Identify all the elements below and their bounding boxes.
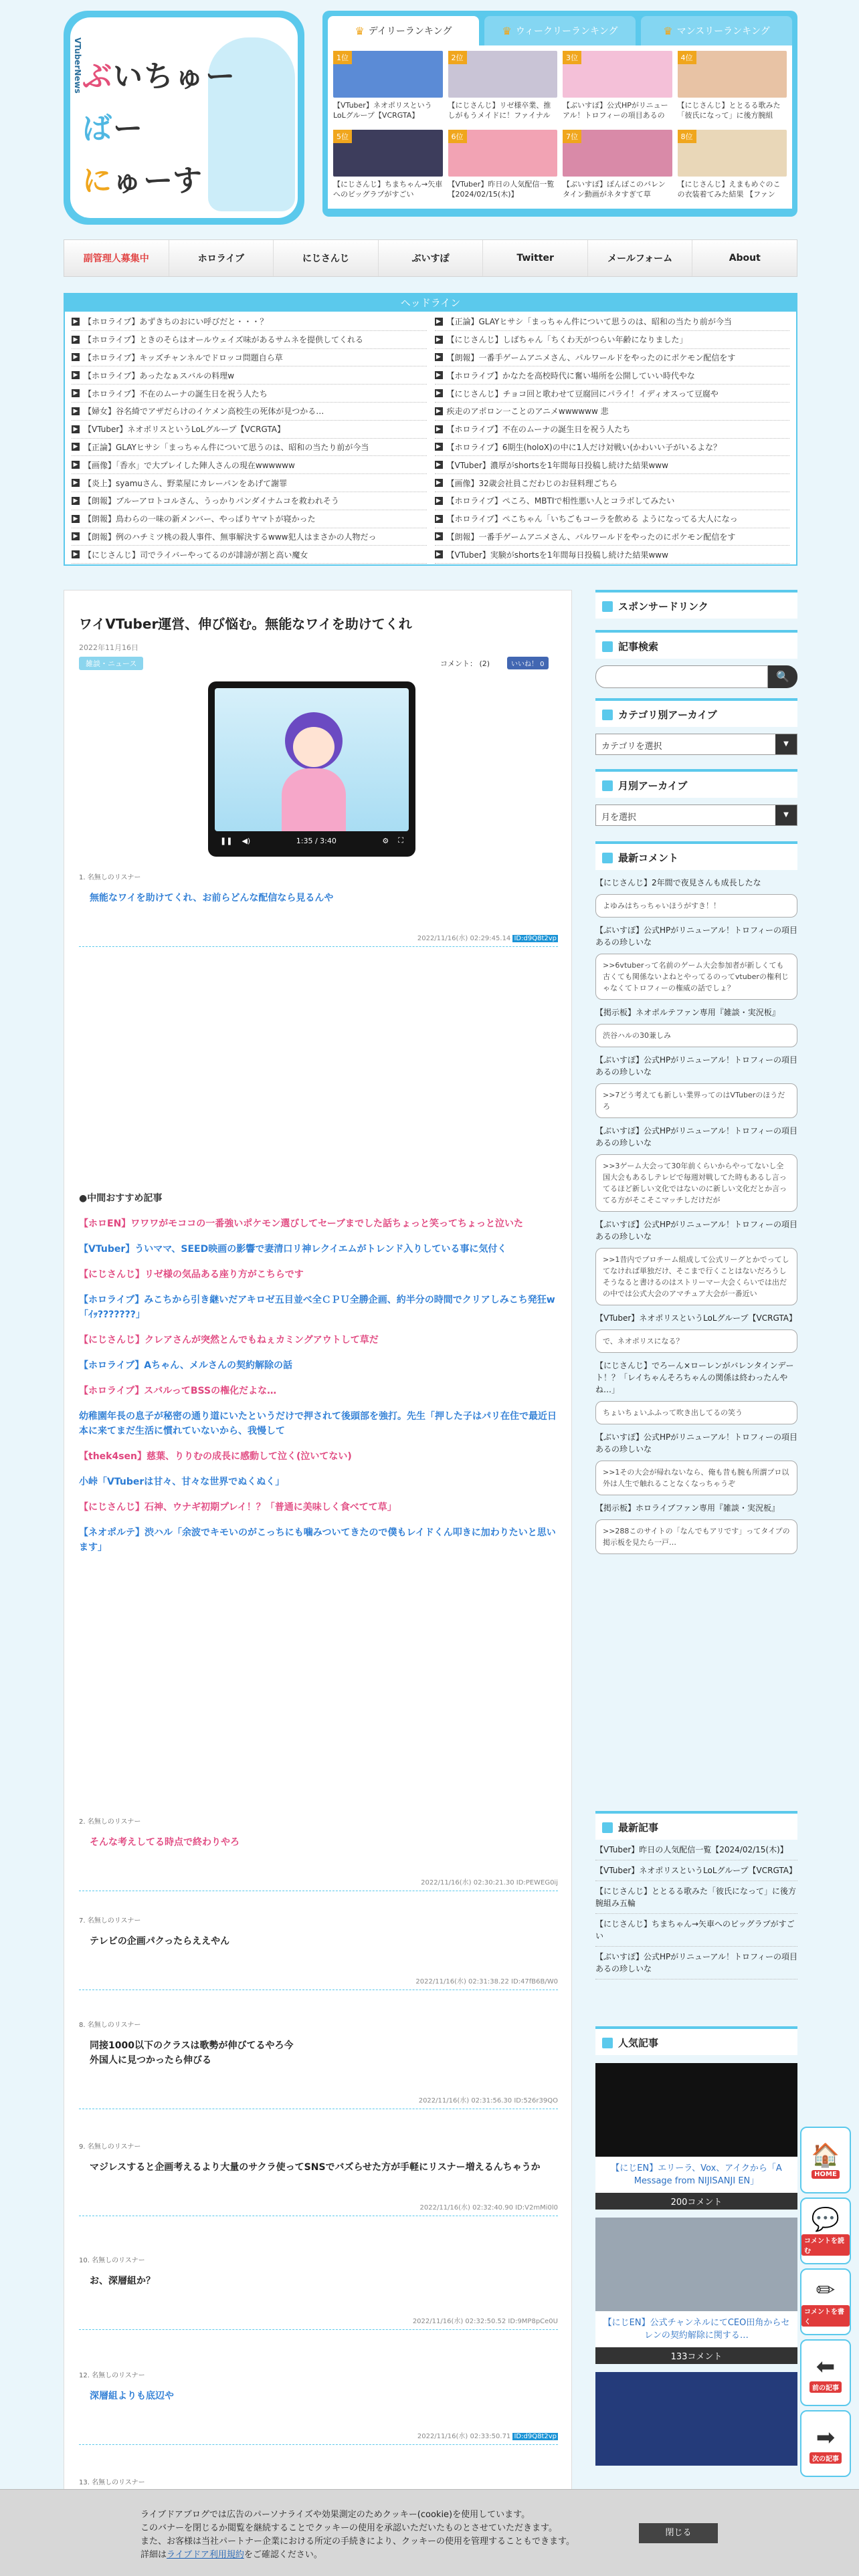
arrow-right-icon: ▶ xyxy=(72,407,80,415)
recent-comment-bubble[interactable]: >>6vtuberって名前のゲーム大会参加者が新しくても古くても関係ないよねとやってるのってvtuberの権利じゃなくてトロフィーの権威の話でしょ？ xyxy=(595,954,797,1000)
floating-label: コメントを書く xyxy=(801,2305,850,2327)
rank-number: 6位 xyxy=(448,130,467,143)
ranking-caption[interactable]: 【にじさんじ】ちまちゃん→矢車へのビッグラブがすごい xyxy=(333,180,443,199)
arrow-right-icon: ▶ xyxy=(72,425,80,433)
chevron-down-icon: ▼ xyxy=(775,805,797,825)
response-timestamp: 2022/11/16(水) 02:31:56.30 ID:526r39QO xyxy=(418,2097,558,2105)
recommend-link[interactable]: 【ホロEN】ワワワがモココの一番強いポケモン選びしてセーブまでした話ちょっと笑ってちょっと泣いた xyxy=(79,1218,524,1229)
recent-comment-bubble[interactable]: ちょいちょいふふって吹き出してるの笑う xyxy=(595,1401,797,1424)
response-id-highlight[interactable]: ID:d9Q8t2vp xyxy=(514,935,557,942)
arrow-right-icon: ▶ xyxy=(72,497,80,505)
ranking-grid xyxy=(328,45,792,209)
ranking-item[interactable] xyxy=(448,51,558,124)
rank-number: 4位 xyxy=(678,51,696,64)
headline-text: 【ホロライブ】キッズチャンネルでドロッコ問題自ら草 xyxy=(84,352,283,362)
response-item xyxy=(79,1915,558,1990)
response-header: 1. 名無しのリスナー xyxy=(79,874,141,881)
tab-weekly-ranking[interactable]: ♛ ウィークリーランキング xyxy=(484,16,636,45)
response-body: 無能なワイを助けてくれ、お前らどんな配信なら見るんや xyxy=(90,893,334,903)
mid-recommend xyxy=(79,1191,558,1566)
search-icon[interactable]: 🔍 xyxy=(768,665,797,688)
recommend-link[interactable]: 【ホロライブ】みこちから引き継いだアキロゼ五目並べ全ＣＰＵ全勝企画、約半分の時間でクリアしみこち発狂w「ｲｯ???????」 xyxy=(79,1295,555,1320)
arrow-right-icon: ▶ xyxy=(435,550,443,558)
pencil-icon: ✏ xyxy=(816,2277,836,2304)
recent-comment xyxy=(595,1502,797,1554)
nav-vspo[interactable]: ぶいすぽ xyxy=(379,240,484,276)
popular-section: 人気記事 【にじEN】エリーラ、Vox、アイクから「A Message from NIJISANJI EN」 200コメント 【にじEN】公式チャンネルにてCEO田角からセレンの契約解除に関する… 133コメント xyxy=(595,2026,797,2466)
popular-article[interactable] xyxy=(595,2063,797,2210)
headline-item[interactable] xyxy=(435,313,790,331)
recent-comment xyxy=(595,1054,797,1118)
video-screen[interactable] xyxy=(215,688,409,831)
ranking-caption[interactable]: 【ぶいすぽ】公式HPがリニューアル！トロフィーの項目あるの xyxy=(563,101,668,120)
logo-line-1: ぶいちゅー xyxy=(82,60,236,94)
popular-thumbnail[interactable] xyxy=(595,2218,797,2311)
headline-item[interactable] xyxy=(72,349,427,367)
recommend-link[interactable]: 【ホロライブ】スバルってBSSの権化だよな… xyxy=(79,1386,277,1396)
response-header: 10. 名無しのリスナー xyxy=(79,2257,145,2264)
headline-item[interactable] xyxy=(435,421,790,439)
headline-item[interactable] xyxy=(435,403,790,421)
arrow-right-icon: ▶ xyxy=(72,532,80,540)
arrow-right-icon: ➡ xyxy=(816,2424,836,2451)
response-header: 7. 名無しのリスナー xyxy=(79,1917,141,1925)
recent-comment-bubble[interactable]: よゆみはちっちゃいほうがすき！！ xyxy=(595,894,797,918)
headline-item[interactable] xyxy=(72,474,427,492)
recommend-link[interactable]: 【ホロライブ】Aちゃん、メルさんの契約解除の話 xyxy=(79,1360,292,1371)
response-id-highlight[interactable]: ID:d9Q8t2vp xyxy=(514,2433,557,2440)
comment-icon xyxy=(602,853,613,863)
prev-article-button[interactable] xyxy=(800,2339,851,2406)
headline-text: 【朗報】例のハチミツ桃の殺人事件、無事解決するwww犯人はまさかの人物だっ xyxy=(84,532,377,542)
popular-thumbnail[interactable] xyxy=(595,2372,797,2466)
arrow-right-icon: ▶ xyxy=(72,443,80,451)
headline-item[interactable] xyxy=(435,331,790,349)
recent-comment xyxy=(595,1312,797,1353)
recent-comment xyxy=(595,924,797,1000)
crown-icon: ♛ xyxy=(502,24,512,37)
recommend-link[interactable]: 【VTuber】ういママ、SEED映画の影響で妻清口リ神レクイエムがトレンド入りしている事に気付く xyxy=(79,1244,507,1255)
arrow-right-icon: ▶ xyxy=(435,461,443,469)
video-player[interactable] xyxy=(208,681,415,857)
response-footer xyxy=(79,2202,558,2216)
headline-item[interactable] xyxy=(435,456,790,474)
headline-text: 【朗報】ブルーアロトコルさん、うっかりパンダイナムコを救われそう xyxy=(84,496,339,506)
headline-text: 【朗報】鳥わらの一味の新メンバー、やっぱりヤマトが寝かった xyxy=(84,514,316,524)
arrow-right-icon: ▶ xyxy=(72,479,80,487)
tab-monthly-ranking[interactable]: ♛ マンスリーランキング xyxy=(641,16,792,45)
recommend-link[interactable]: 小峠「VTuberは甘々、甘々な世界でぬくぬく」 xyxy=(79,1477,285,1487)
recent-comment xyxy=(595,1006,797,1047)
ranking-item[interactable] xyxy=(333,130,443,203)
recent-comment xyxy=(595,1431,797,1495)
recent-comment-title[interactable]: 【にじさんじ】2年間で夜見さんも成長したな xyxy=(595,878,761,887)
chat-bubble-icon: 💬 xyxy=(811,2206,840,2233)
category-tag[interactable]: 雑談・ニュース xyxy=(79,657,143,670)
rank-number: 5位 xyxy=(333,130,352,143)
recent-comment-title[interactable]: 【掲示板】ホロライブファン専用『雑談・実況板』 xyxy=(595,1503,780,1513)
latest-article-link[interactable]: 【にじさんじ】ととるる歌みた「彼氏になって」に後方腕組み五輪 xyxy=(595,1881,797,1914)
latest-section: 最新記事 【VTuber】昨日の人気配信一覧【2024/02/15(木)】 【VTuber】ネオポリスというLoLグループ【VCRGTA】 【にじさんじ】ととるる歌みた「彼氏になって」に後方腕組み五輪 【にじさんじ】ちまちゃん→矢車へのビッグラブがすごい 【ぶいすぽ】公式HPがリニューアル！トロフィーの項目あるの珍しいな xyxy=(595,1811,797,1979)
arrow-right-icon: ▶ xyxy=(435,336,443,344)
arrow-right-icon: ▶ xyxy=(435,479,443,487)
response-body: マジレスすると企画考えるより大量のサクラ使ってSNSでバズらせた方が手軽にリスナー増えるんちゃうか xyxy=(90,2162,541,2173)
floating-label: HOME xyxy=(812,2170,840,2179)
rank-number: 1位 xyxy=(333,51,352,64)
headline-text: 【正論】GLAYヒサシ「まっちゃん件について思うのは、昭和の当たり前が今当 xyxy=(446,317,732,327)
recent-comment-bubble[interactable]: >>1その大会が帰れないなら、俺も昔も腕も所謂プロ以外は人生で触れることなくなっちゃうぞ xyxy=(595,1461,797,1495)
global-nav xyxy=(64,239,797,277)
headline-item[interactable] xyxy=(72,456,427,474)
response-header: 8. 名無しのリスナー xyxy=(79,2022,141,2029)
arrow-right-icon: ▶ xyxy=(435,425,443,433)
recent-comment-title[interactable]: 【ぶいすぽ】公式HPがリニューアル！トロフィーの項目あるの珍しいな xyxy=(595,1220,797,1241)
terms-link[interactable]: ライブドア利用規約 xyxy=(167,2550,244,2560)
recent-comment xyxy=(595,877,797,918)
home-icon: 🏠 xyxy=(811,2141,840,2169)
arrow-right-icon: ▶ xyxy=(435,497,443,505)
headline-item[interactable] xyxy=(435,546,790,564)
arrow-right-icon: ▶ xyxy=(435,532,443,540)
ranking-thumbnail[interactable] xyxy=(678,130,787,177)
rank-number: 8位 xyxy=(678,130,696,143)
recent-comment-title[interactable]: 【にじさんじ】でろーん×ローレンがバレンタインデート！？「レイちゃんそろちゃんの関係は終わったんやね…」 xyxy=(595,1361,794,1394)
headline-item[interactable] xyxy=(72,439,427,457)
sponsored-icon xyxy=(602,601,613,612)
recent-comment-bubble[interactable]: >>7どう考えても新しい業界ってのはVTuberのほうだろ xyxy=(595,1083,797,1118)
ranking-caption[interactable]: 【にじさんじ】リゼ様卒業、推しがもうメイドに！ファイナル xyxy=(448,101,551,120)
headline-item[interactable] xyxy=(435,510,790,528)
headline-text: 【ホロライブ】ぺこちゃん「いちごもコーラを飲める ようになってる大人になっ xyxy=(446,514,738,524)
floating-label: コメントを読む xyxy=(801,2234,850,2256)
response-timestamp: 2022/11/16(水) 02:29:45.14 xyxy=(417,935,511,942)
arrow-right-icon: ▶ xyxy=(435,318,443,326)
response-timestamp: 2022/11/16(水) 02:32:40.90 ID:V2mMi0l0 xyxy=(419,2204,558,2212)
headline-text: 【朗報】一番手ゲームアニメさん、パルワールドをやったのにポケモン配信をす xyxy=(446,532,736,542)
ranking-thumbnail[interactable] xyxy=(448,130,558,177)
popular-icon xyxy=(602,2038,613,2048)
headline-item[interactable] xyxy=(435,439,790,457)
article-title: ワイVTuber運営、伸び悩む。無能なワイを助けてくれ xyxy=(79,616,412,632)
article-main xyxy=(64,590,572,2576)
rank-number: 7位 xyxy=(563,130,581,143)
floating-nav xyxy=(800,2127,855,2481)
ranking-item[interactable] xyxy=(563,130,672,203)
recent-comment-title[interactable]: 【ぶいすぽ】公式HPがリニューアル！トロフィーの項目あるの珍しいな xyxy=(595,1432,797,1454)
popular-comment-count: 133コメント xyxy=(595,2347,797,2364)
home-button[interactable] xyxy=(800,2127,851,2193)
response-item xyxy=(79,2019,558,2109)
response-footer xyxy=(79,1876,558,1891)
ranking-thumbnail[interactable] xyxy=(563,51,672,98)
ranking-caption[interactable]: 【ぶいすぽ】ぽんぽこのバレンタイン動画がネタすぎて草 xyxy=(563,180,666,199)
response-footer xyxy=(79,2430,558,2445)
popular-article[interactable] xyxy=(595,2372,797,2466)
ranking-item[interactable] xyxy=(678,130,787,203)
popular-caption[interactable]: 【にじEN】公式チャンネルにてCEO田角からセレンの契約解除に関する… xyxy=(595,2311,797,2347)
nav-twitter[interactable]: Twitter xyxy=(483,240,588,276)
headline-text: 【朗報】一番手ゲームアニメさん、パルワールドをやったのにポケモン配信をす xyxy=(446,352,736,362)
response-item xyxy=(79,1816,558,1891)
site-header xyxy=(0,0,859,281)
headline-title: ヘッドライン xyxy=(65,294,796,312)
headline-text: 【正論】GLAYヒサシ「まっちゃん件について思うのは、昭和の当たり前が今当 xyxy=(84,442,369,452)
response-body: テレビの企画パクったらええやん xyxy=(90,1936,230,1947)
logo-line-3: にゅーす xyxy=(82,164,203,198)
ranking-widget xyxy=(322,11,797,217)
ranking-item[interactable] xyxy=(678,51,787,124)
popular-article[interactable] xyxy=(595,2218,797,2364)
settings-icon[interactable]: ⚙ xyxy=(382,836,389,845)
floating-label: 前の記事 xyxy=(809,2381,842,2393)
recommend-link[interactable]: 【thek4sen】慈葉、りりむの成長に感動して泣く(泣いてない) xyxy=(79,1451,352,1462)
arrow-right-icon: ▶ xyxy=(72,318,80,326)
latest-article-link[interactable]: 【VTuber】ネオポリスというLoLグループ【VCRGTA】 xyxy=(595,1860,797,1881)
headline-text: 【ホロライブ】あったなぁスバルの料理w xyxy=(84,370,235,381)
arrow-right-icon: ▶ xyxy=(435,407,443,415)
headline-text: 【炎上】syamuさん、野菜屋にカレーパンをあげて謝罪 xyxy=(84,478,288,488)
headline-item[interactable] xyxy=(435,528,790,546)
headline-text: 【ホロライブ】不在のムーナの誕生日を祝う人たち xyxy=(84,389,268,399)
recent-comment xyxy=(595,1125,797,1212)
response-timestamp: 2022/11/16(水) 02:30:21.30 ID:PEWEG0ij xyxy=(421,1879,558,1887)
crown-icon: ♛ xyxy=(663,24,673,37)
cookie-close-button[interactable]: 閉じる xyxy=(639,2523,718,2543)
ranking-caption[interactable]: 【VTuber】昨日の人気配信一覧【2024/02/15(木)】 xyxy=(448,180,555,199)
arrow-right-icon: ▶ xyxy=(72,515,80,523)
popular-caption[interactable]: 【にじEN】エリーラ、Vox、アイクから「A Message from NIJISANJI EN」 xyxy=(595,2157,797,2193)
headline-text: 【ホロライブ】かなたを高校時代に奮い場所を公開していい時代やな xyxy=(446,370,695,381)
arrow-right-icon: ▶ xyxy=(435,443,443,451)
headline-item[interactable] xyxy=(72,421,427,439)
headline-text: 【画像】「香水」で大プレイした陣人さんの現在wwwwww xyxy=(84,460,295,470)
popular-comment-count: 200コメント xyxy=(595,2193,797,2210)
sponsored-section: スポンサードリンク xyxy=(595,590,797,619)
arrow-right-icon: ▶ xyxy=(435,515,443,523)
response-body: 深層組よりも底辺や xyxy=(90,2391,174,2401)
arrow-right-icon: ▶ xyxy=(72,371,80,379)
headline-text: 【ホロライブ】6期生(holoX)の中に1人だけ対戦い(かわいい子がいるよな？ xyxy=(446,442,722,452)
headline-text: 【にじさんじ】司でライバーやってるのが誹謗が割と高い魔女 xyxy=(84,550,308,560)
response-body: そんな考えしてる時点で終わりやろ xyxy=(90,1837,240,1848)
site-logo[interactable] xyxy=(64,11,304,225)
nav-mailform[interactable]: メールフォーム xyxy=(588,240,693,276)
response-footer xyxy=(79,2315,558,2330)
nav-about[interactable]: About xyxy=(729,253,761,263)
popular-thumbnail[interactable] xyxy=(595,2063,797,2157)
ranking-caption[interactable]: 【にじさんじ】ととるる歌みた「彼氏になって」に後方腕組 xyxy=(677,101,781,120)
headline-text: 【婦女】谷名綺でアザだらけのイケメン高校生の死体が見つかる… xyxy=(84,407,324,417)
headline-item[interactable] xyxy=(435,366,790,385)
response-item xyxy=(79,2476,558,2486)
headline-right-column xyxy=(431,313,794,564)
video-time: 1:35 / 3:40 xyxy=(296,836,337,845)
arrow-right-icon: ▶ xyxy=(72,461,80,469)
floating-label: 次の記事 xyxy=(809,2452,842,2464)
recent-comment-title[interactable]: 【ぶいすぽ】公式HPがリニューアル！トロフィーの項目あるの珍しいな xyxy=(595,1055,797,1077)
recommend-link[interactable]: 【ネオポルテ】渋ハル「余波でキモいのがこっちにも噛みついてきたので僕もレイドくん叩きに加わりたいと思います」 xyxy=(79,1527,556,1553)
ranking-thumbnail[interactable] xyxy=(678,51,787,98)
search-input[interactable] xyxy=(595,665,768,688)
headline-item[interactable] xyxy=(435,492,790,510)
category-icon xyxy=(602,710,613,720)
recent-comment-title[interactable]: 【ぶいすぽ】公式HPがリニューアル！トロフィーの項目あるの珍しいな xyxy=(595,1126,797,1148)
headline-item[interactable] xyxy=(72,313,427,331)
headline-item[interactable] xyxy=(72,510,427,528)
arrow-left-icon: ⬅ xyxy=(816,2353,836,2380)
headline-left-column xyxy=(68,313,431,564)
write-comment-button[interactable] xyxy=(800,2268,851,2335)
logo-side-text: VTuberNews xyxy=(73,37,82,94)
response-item xyxy=(79,871,558,947)
volume-icon[interactable]: ◀) xyxy=(242,836,251,845)
response-header: 2. 名無しのリスナー xyxy=(79,1818,141,1826)
calendar-icon xyxy=(602,780,613,791)
nav-recruit[interactable]: 副管理人募集中 xyxy=(64,240,169,276)
headline-text: 【ホロライブ】ときのそらはオールウェイズ味があるサムネを提供してくれる xyxy=(84,335,363,345)
rank-number: 3位 xyxy=(563,51,581,64)
search-section-icon xyxy=(602,641,613,652)
ranking-thumbnail[interactable] xyxy=(333,130,443,177)
monthly-section: 月別アーカイブ 月を選択 ▼ xyxy=(595,769,797,826)
read-comments-button[interactable] xyxy=(800,2197,851,2264)
recent-comment-bubble[interactable]: 渋谷ハルの30兼しみ xyxy=(595,1024,797,1047)
rank-number: 2位 xyxy=(448,51,467,64)
headline-text: 【画像】32歳会社員こだわじのお昼料理ごちら xyxy=(446,478,617,488)
arrow-right-icon: ▶ xyxy=(72,389,80,397)
arrow-right-icon: ▶ xyxy=(435,389,443,397)
character-body xyxy=(282,768,346,831)
chevron-down-icon: ▼ xyxy=(775,734,797,754)
ranking-item[interactable] xyxy=(333,51,443,124)
headline-item[interactable] xyxy=(72,403,427,421)
arrow-right-icon: ▶ xyxy=(435,353,443,361)
ranking-thumbnail[interactable] xyxy=(563,130,672,177)
response-body: お、深層組か？ xyxy=(90,2276,155,2286)
response-footer xyxy=(79,1975,558,1990)
pause-icon[interactable]: ❚❚ xyxy=(220,836,233,845)
headline-text: 【ホロライブ】あずきちのおにい呼びだと・・・？ xyxy=(84,317,268,327)
recent-comment-title[interactable]: 【掲示板】ネオポルテファン専用『雑談・実況板』 xyxy=(595,1008,780,1017)
recent-comment-bubble[interactable]: >>1昔内でプロチーム組成して公式リーグとかでってしてなければ単独だけ、そこまで行くことはないだろうしそうなると書けるのはストリーマー大会くらいでは出だの中では公式大会のアマチュア大会が一番近い xyxy=(595,1248,797,1305)
recommend-link[interactable]: 【にじさんじ】石神、ウナギ初期プレイ！？「普通に美味しく食べてて草」 xyxy=(79,1502,397,1513)
ranking-caption[interactable]: 【VTuber】ネオポリスというLoLグループ【VCRGTA】 xyxy=(333,101,432,120)
recent-comment xyxy=(595,1218,797,1305)
recent-comment-bubble[interactable]: >>288このサイトの「なんでもアリです」ってタイプの掲示板を見たら一戸… xyxy=(595,1519,797,1554)
ranking-item[interactable] xyxy=(563,51,672,124)
ranking-caption[interactable]: 【にじさんじ】えまもめぐのこの衣装着てみた結果 【ファン xyxy=(677,180,781,199)
response-item xyxy=(79,2254,558,2330)
response-timestamp: 2022/11/16(水) 02:33:50.71 xyxy=(417,2433,511,2440)
response-timestamp: 2022/11/16(水) 02:32:50.52 ID:9MP8pCe0U xyxy=(412,2318,558,2325)
headline-text: 【VTuber】ネオポリスというLoLグループ【VCRGTA】 xyxy=(84,425,285,435)
response-item xyxy=(79,2141,558,2216)
headline-text: 【にじさんじ】しばちゃん「ちくわ天がつらい年齢になりました」 xyxy=(446,335,688,345)
recommend-heading: ●中間おすすめ記事 xyxy=(79,1193,163,1204)
logo-line-2: ばー xyxy=(82,112,144,146)
recent-comment-title[interactable]: 【ぶいすぽ】公式HPがリニューアル！トロフィーの項目あるの珍しいな xyxy=(595,926,797,947)
like-button[interactable]: いいね！ 0 xyxy=(507,657,549,669)
arrow-right-icon: ▶ xyxy=(72,353,80,361)
next-article-button[interactable] xyxy=(800,2410,851,2477)
nav-hololive[interactable]: ホロライブ xyxy=(169,240,274,276)
tab-daily-ranking[interactable]: ♛ デイリーランキング xyxy=(328,16,479,45)
response-item xyxy=(79,2369,558,2445)
article-icon xyxy=(602,1822,613,1833)
recent-comment xyxy=(595,1360,797,1424)
response-header: 12. 名無しのリスナー xyxy=(79,2372,145,2379)
headline-text: 【にじさんじ】チョコ回と歌わせて豆腐回にパライ！イディオスって豆腐や xyxy=(446,389,719,399)
recommend-link[interactable]: 幼稚園年長の息子が秘密の通り道にいたというだけで押されて後頭部を強打。先生「押した子はパリ在住で最近日本に来てまだ生活に慣れていないから、我慢して xyxy=(79,1411,557,1436)
response-timestamp: 2022/11/16(水) 02:31:38.22 ID:47fB6B/W0 xyxy=(415,1978,558,1985)
arrow-right-icon: ▶ xyxy=(72,336,80,344)
headline-item[interactable] xyxy=(72,366,427,385)
headline-item[interactable] xyxy=(72,331,427,349)
headline-text: 【ホロライブ】不在のムーナの誕生日を祝う人たち xyxy=(446,425,631,435)
ranking-thumbnail[interactable] xyxy=(448,51,558,98)
recent-comment-bubble[interactable]: >>3ゲーム大会って30年前くらいからやってないし全国大会もあるしテレビで毎週対戦してた時もあるし言ってるほど新しい文化ではないのに新しい文化だとか言ってる方がそこそこマッチしだけだが xyxy=(595,1154,797,1212)
arrow-right-icon: ▶ xyxy=(435,371,443,379)
headline-item[interactable] xyxy=(72,492,427,510)
recent-comment-bubble[interactable]: で、ネオポリスになる？ xyxy=(595,1329,797,1353)
character-face xyxy=(293,727,335,767)
headline-item[interactable] xyxy=(435,474,790,492)
recent-comment-title[interactable]: 【VTuber】ネオポリスというLoLグループ【VCRGTA】 xyxy=(595,1313,797,1323)
headline-text: 【VTuber】濃厚がshortsを1年間毎日投稿し続けた結果www xyxy=(446,460,668,470)
cookie-text: ライブドアブログでは広告のパーソナライズや効果測定のためクッキー(cookie)を使用しています。 このバナーを閉じるか閲覧を継続することでクッキーの使用を承認いただいたものとさせていただきます。 また、お客様は当社パートナー企業における所定の手続きにより、クッキーの使用を管理することもできます。 詳細はライブドア利用規約をご確認ください。 xyxy=(140,2510,575,2560)
latest-article-link[interactable]: 【にじさんじ】ちまちゃん→矢車へのビッグラブがすごい xyxy=(595,1914,797,1947)
ranking-item[interactable] xyxy=(448,130,558,203)
response-header: 9. 名無しのリスナー xyxy=(79,2143,141,2151)
response-body: 同接1000以下のクラスは歌勢が伸びてるやろ今 外国人に見つかったら伸びる xyxy=(90,2040,294,2066)
headline-item[interactable] xyxy=(72,528,427,546)
crown-icon: ♛ xyxy=(355,24,365,37)
fullscreen-icon[interactable]: ⛶ xyxy=(398,836,403,845)
nav-nijisanji[interactable]: にじさんじ xyxy=(274,240,379,276)
category-section: カテゴリ別アーカイブ カテゴリを選択 ▼ xyxy=(595,698,797,755)
headline-item[interactable] xyxy=(72,546,427,564)
headline-box xyxy=(64,293,797,566)
ranking-thumbnail[interactable] xyxy=(333,51,443,98)
response-footer xyxy=(79,932,558,947)
headline-text: 【ホロライブ】ぺころ、MBTIで相性悪い人とコラボしてみたい xyxy=(446,496,675,506)
headline-item[interactable] xyxy=(435,349,790,367)
response-header: 13. 名無しのリスナー xyxy=(79,2479,145,2486)
monthly-select[interactable]: 月を選択 ▼ xyxy=(595,804,797,826)
category-select[interactable]: カテゴリを選択 ▼ xyxy=(595,734,797,755)
headline-item[interactable] xyxy=(72,385,427,403)
response-footer xyxy=(79,2095,558,2109)
arrow-right-icon: ▶ xyxy=(72,550,80,558)
sidebar xyxy=(595,590,797,2576)
recent-comments-section: 最新コメント 【にじさんじ】2年間で夜見さんも成長したな よゆみはちっちゃいほうがすき！！ 【ぶいすぽ】公式HPがリニューアル！トロフィーの項目あるの珍しいな >>6vtuberって名前のゲーム大会参加者が新しくても古くても関係ないよねとやってるのってvtuberの権利じゃなくてトロフィーの権威の話でしょ？ 【掲示板】ネオポルテファン専用『雑談・実況板』 渋谷ハルの30兼しみ 【ぶいすぽ】公式HPがリニューアル！トロフィーの項目あるの珍しいな >>7どう考えても新しい業界ってのはVTuberのほうだろ 【ぶいすぽ】公式HPがリニューアル！トロフィーの項目あるの珍しいな >>3ゲーム大会って30年前くらいからやってないし全国大会もあるしテレビで毎週対戦してた時もあるし言ってるほど新しい文化ではないのに新しい文化だとか言ってる方がそこそこマッチしだけだが 【ぶいすぽ】公式HPがリニューアル！トロフィーの項目あるの珍しいな >>1昔内でプロチーム組成して公式リーグとかでってしてなければ単独だけ、そこまで行くことはないだろうしそうなると書けるのはストリーマー大会くらいでは出だの中では公式大会のアマチュア大会が一番近い 【VTuber】ネオポリスというLoLグループ【VCRGTA】 で、ネオポリスになる？ 【にじさんじ】でろーん×ローレンがバレンタインデート！？「レイちゃんそろちゃんの関係は終わったんやね…」 ちょいちょいふふって吹き出してるの笑う 【ぶいすぽ】公式HPがリニューアル！トロフィーの項目あるの珍しいな >>1その大会が帰れないなら、俺も昔も腕も所謂プロ以外は人生で触れることなくなっちゃうぞ 【掲示板】ホロライブファン専用『雑談・実況板』 >>288このサイトの「なんでもアリです」ってタイプの掲示板を見たら一戸… xyxy=(595,841,797,1554)
article-date: 2022年11月16日 xyxy=(79,643,138,652)
latest-article-link[interactable]: 【ぶいすぽ】公式HPがリニューアル！トロフィーの項目あるの珍しいな xyxy=(595,1947,797,1979)
headline-item[interactable] xyxy=(435,385,790,403)
headline-text: 疾走のアポロン一ことのアニメwwwwww 悲 xyxy=(446,407,609,417)
headline-text: 【VTuber】実験がshortsを1年間毎日投稿し続けた結果www xyxy=(446,550,668,560)
comment-count[interactable]: コメント： (2) xyxy=(440,659,490,668)
recommend-link[interactable]: 【にじさんじ】クレアさんが突然とんでもねぇカミングアウトして草だ xyxy=(79,1335,379,1346)
latest-article-link[interactable]: 【VTuber】昨日の人気配信一覧【2024/02/15(木)】 xyxy=(595,1840,797,1860)
cookie-banner xyxy=(0,2489,859,2576)
search-section: 記事検索 🔍 xyxy=(595,630,797,688)
recommend-link[interactable]: 【にじさんじ】リゼ様の気品ある座り方がこちらです xyxy=(79,1269,304,1280)
